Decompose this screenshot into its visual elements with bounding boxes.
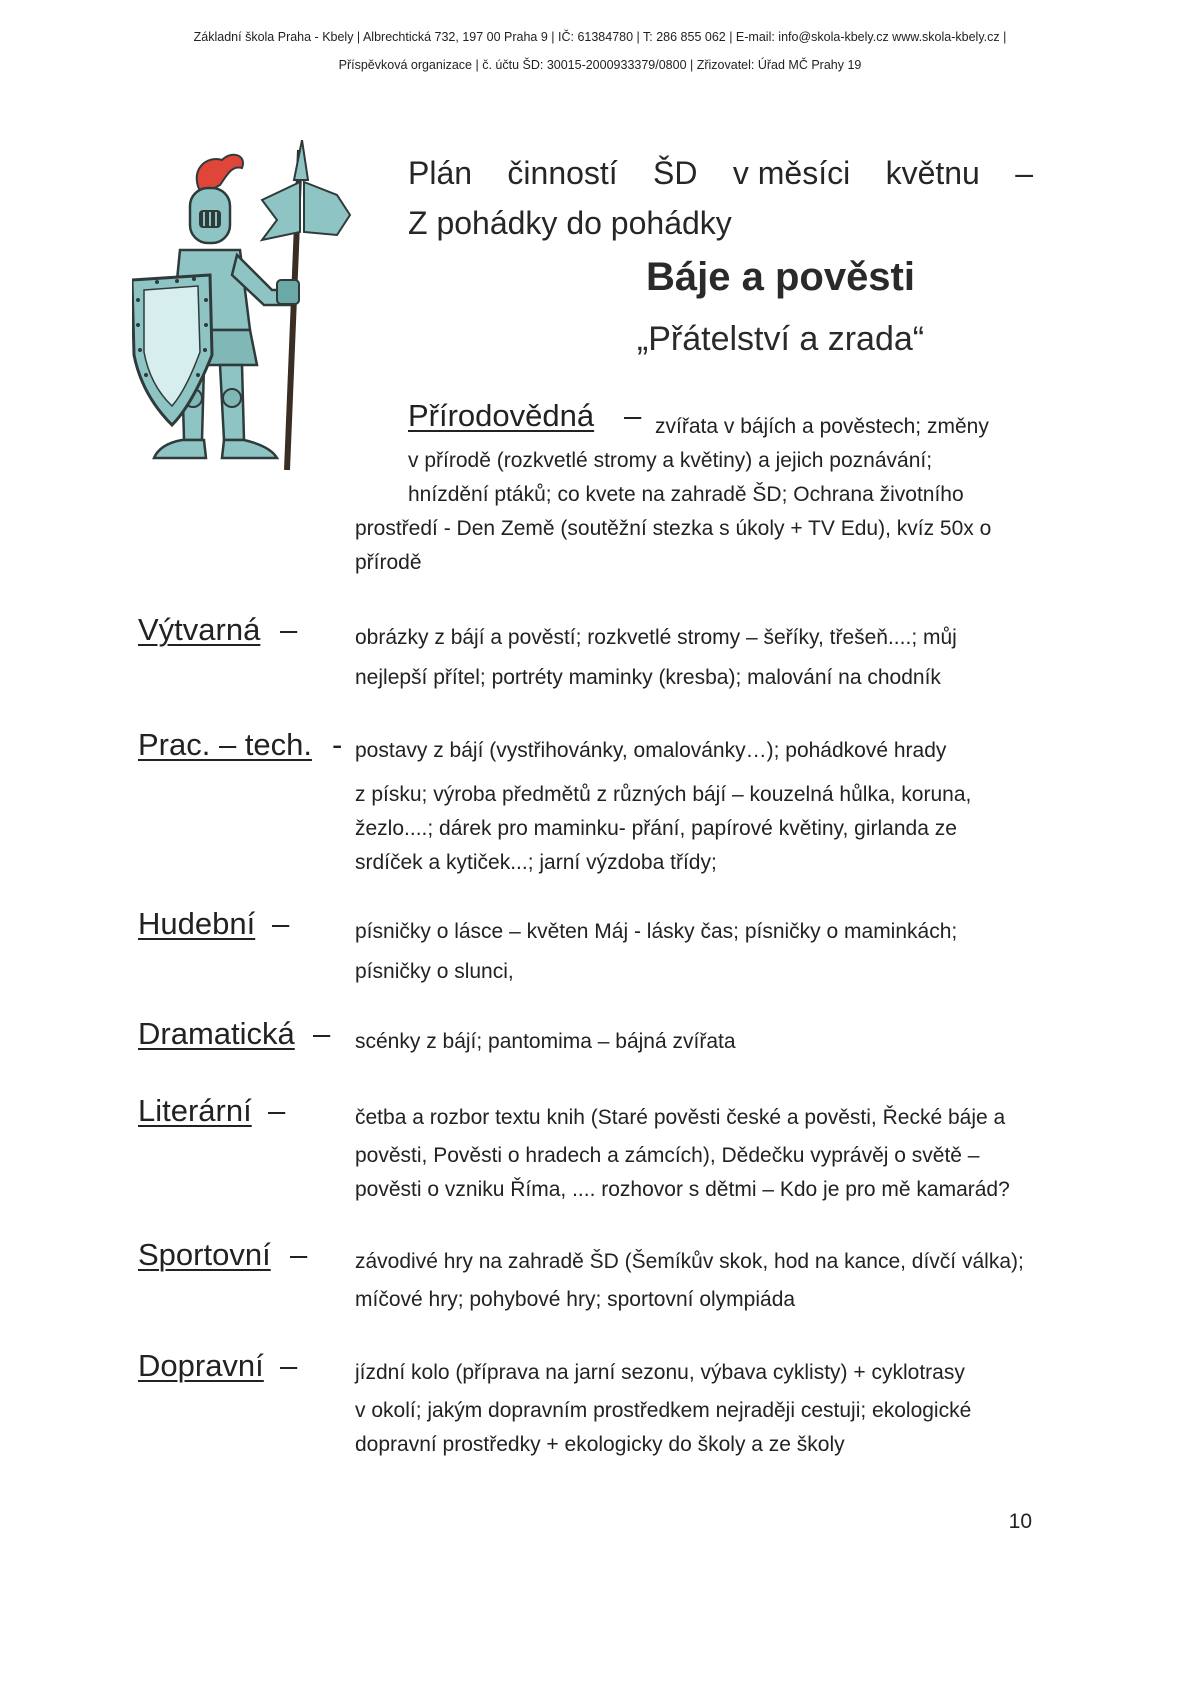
text-line: jízdní kolo (příprava na jarní sezonu, výbava cyklisty) + cyklotrasy: [355, 1361, 965, 1384]
section-dash: –: [268, 1093, 286, 1128]
section-body-hudebni: [355, 915, 1033, 989]
page-subtitle: Báje a pověsti: [645, 255, 915, 299]
text-line: hnízdění ptáků; co kvete na zahradě ŠD; Ochrana životního: [408, 483, 964, 506]
title-word: v měsíci: [732, 155, 851, 191]
text-line: v okolí; jakým dopravním prostředkem nejraději cestuji; ekologické: [355, 1399, 972, 1422]
section-heading-dramaticka: Dramatická: [138, 1016, 295, 1051]
school-header-line2: Příspěvková organizace | č. účtu ŠD: 30015-2000933379/0800 | Zřizovatel: Úřad MČ Prahy 19: [338, 58, 862, 72]
text-line: scénky z bájí; pantomima – bájná zvířata: [355, 1030, 736, 1053]
section-dash: –: [313, 1016, 331, 1051]
text-line: závodivé hry na zahradě ŠD (Šemíkův skok, hod na kance, dívčí válka);: [355, 1250, 1024, 1273]
section-dash: –: [280, 612, 298, 647]
title-word: –: [1015, 155, 1033, 191]
title-word: činností: [507, 155, 618, 191]
title-word: ŠD: [653, 155, 698, 191]
section-heading-dopravni: Dopravní: [138, 1348, 264, 1383]
section-heading-hudebni: Hudební: [138, 906, 256, 941]
section-heading-prac-tech: Prac. – tech.: [138, 727, 313, 762]
section-dash: –: [280, 1348, 298, 1383]
text-line: četba a rozbor textu knih (Staré pověsti české a pověsti, Řecké báje a: [355, 1106, 1006, 1129]
school-header-line1: Základní škola Praha - Kbely | Albrechtická 732, 197 00 Praha 9 | IČ: 61384780 | T: 286 855 062 | E-mail: info@skola-kbely.cz www.skola-kbely.cz |: [193, 30, 1007, 44]
page-title: [408, 148, 1033, 248]
text-line: pověsti, Pověsti o hradech a zámcích), Dědečku vyprávěj o světě –: [355, 1144, 980, 1167]
text-line: písničky o slunci,: [355, 960, 514, 983]
text-line: přírodě: [355, 551, 422, 574]
section-heading-vytvarna: Výtvarná: [138, 612, 261, 647]
text-line: obrázky z bájí a pověstí; rozkvetlé stromy – šeříky, třešeň....; můj: [355, 626, 957, 649]
section-body-vytvarna: [355, 621, 1033, 695]
page-motto: „Přátelství a zrada“: [636, 320, 925, 358]
page-number: 10: [1008, 1510, 1032, 1533]
section-heading-prirodovedna: Přírodovědná: [408, 398, 595, 433]
text-line: v přírodě (rozkvetlé stromy a květiny) a jejich poznávání;: [408, 449, 933, 472]
text-line: z písku; výroba předmětů z různých bájí – kouzelná hůlka, koruna,: [355, 783, 972, 806]
title-line1: [408, 148, 1033, 198]
text-line: srdíček a kytiček...; jarní výzdoba třídy;: [355, 851, 717, 874]
section-heading-literarni: Literární: [138, 1093, 252, 1128]
section-body-prirodovedna: [355, 410, 1033, 580]
text-line: prostředí - Den Země (soutěžní stezka s úkoly + TV Edu), kvíz 50x o: [355, 517, 992, 540]
section-dash: –: [624, 398, 642, 433]
section-body-sportovni: [355, 1245, 1033, 1317]
knight-icon: [132, 140, 392, 510]
title-line2: Z pohádky do pohádky: [408, 205, 732, 241]
text-line: pověsti o vzniku Říma, .... rozhovor s dětmi – Kdo je pro mě kamarád?: [355, 1178, 1010, 1201]
text-line: postavy z bájí (vystřihovánky, omalovánky…); pohádkové hrady: [355, 739, 947, 762]
section-dash: -: [332, 727, 343, 762]
section-body-dopravni: [355, 1356, 1033, 1462]
section-dash: –: [290, 1237, 308, 1272]
title-word: květnu: [885, 155, 980, 191]
section-heading-sportovni: Sportovní: [138, 1237, 271, 1272]
text-line: písničky o lásce – květen Máj - lásky čas; písničky o maminkách;: [355, 920, 958, 943]
text-line: žezlo....; dárek pro maminku- přání, papírové květiny, girlanda ze: [355, 817, 957, 840]
text-line: zvířata v bájích a pověstech; změny: [655, 415, 989, 438]
text-line: nejlepší přítel; portréty maminky (kresba); malování na chodník: [355, 666, 941, 689]
section-dash: –: [272, 906, 290, 941]
text-line: míčové hry; pohybové hry; sportovní olympiáda: [355, 1288, 796, 1311]
section-body-literarni: [355, 1101, 1033, 1207]
section-body-prac-tech: [355, 734, 1033, 880]
text-line: dopravní prostředky + ekologicky do školy a ze školy: [355, 1433, 845, 1456]
title-word: Plán: [408, 155, 473, 191]
section-body-dramaticka: [355, 1025, 1033, 1059]
